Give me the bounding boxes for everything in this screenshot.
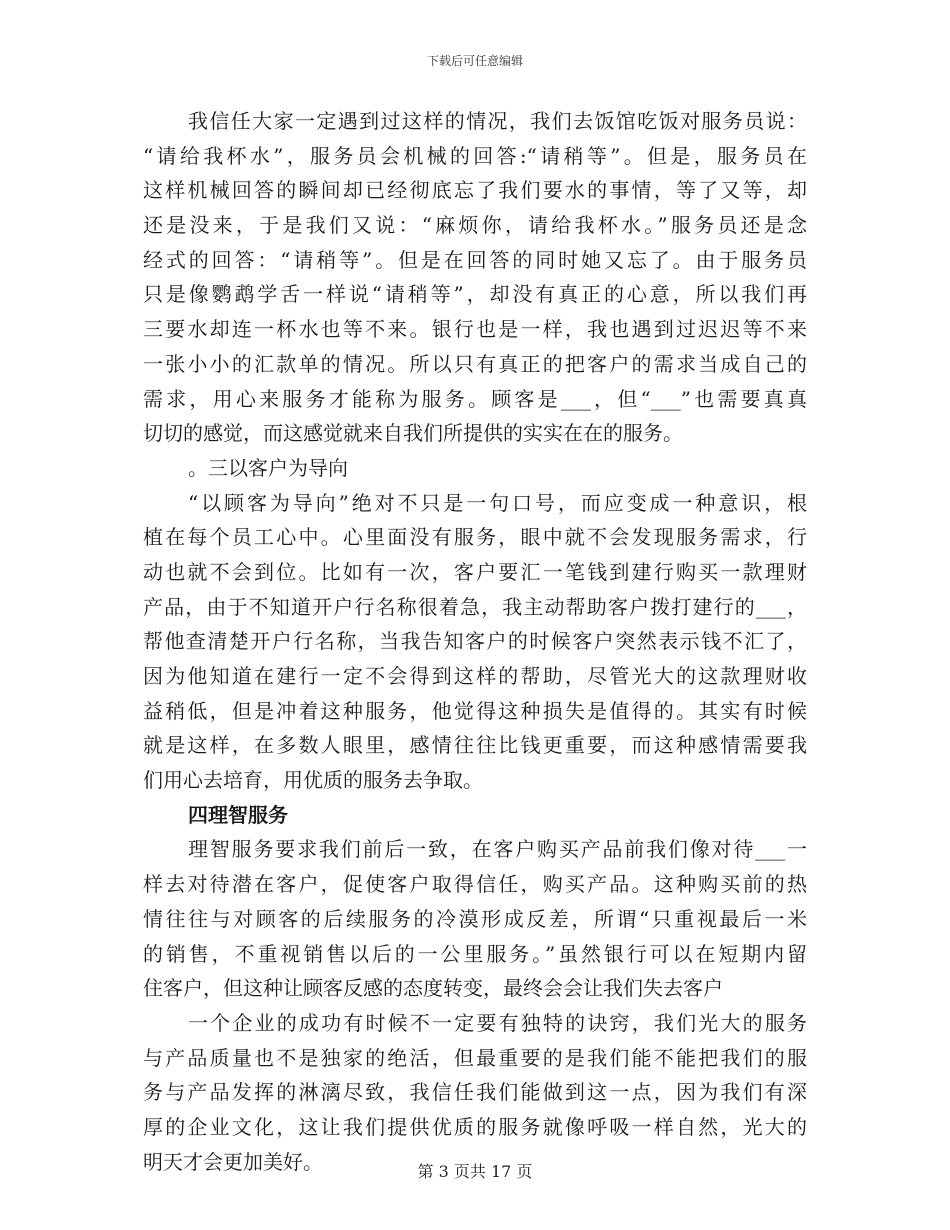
text-line: 理智服务要求我们前后一致，在客户购买产品前我们像对待___一	[188, 837, 807, 862]
text-line: 明天才会更加美好。	[143, 1149, 323, 1174]
text-line: 的销售，不重视销售以后的一公里服务。”虽然银行可以在短期内留	[143, 941, 807, 966]
text-line: 。三以客户为导向	[188, 455, 348, 480]
text-line: 动也就不会到位。比如有一次，客户要汇一笔钱到建行购买一款理财	[143, 559, 807, 584]
text-line: 情往往与对顾客的后续服务的冷漠形成反差，所谓“只重视最后一米	[143, 906, 807, 931]
text-line: “请给我杯水”，服务员会机械的回答:“请稍等”。但是，服务员在	[143, 143, 807, 168]
text-line: 一张小小的汇款单的情况。所以只有真正的把客户的需求当成自己的	[143, 351, 807, 376]
text-line: 这样机械回答的瞬间却已经彻底忘了我们要水的事情，等了又等，却	[143, 178, 807, 203]
text-line: 我信任大家一定遇到过这样的情况，我们去饭馆吃饭对服务员说：	[188, 109, 807, 133]
text-line: 益稍低，但是冲着这种服务，他觉得这种损失是值得的。其实有时候	[143, 698, 807, 723]
text-line: 就是这样，在多数人眼里，感情往往比钱更重要，而这种感情需要我	[143, 733, 807, 758]
text-line: 三要水却连一杯水也等不来。银行也是一样，我也遇到过迟迟等不来	[143, 317, 807, 342]
text-line: 样去对待潜在客户，促使客户取得信任，购买产品。这种购买前的热	[143, 872, 807, 897]
text-line: 切切的感觉，而这感觉就来自我们所提供的实实在在的服务。	[143, 421, 683, 446]
text-line: 们用心去培育，用优质的服务去争取。	[143, 768, 483, 793]
text-line: 与产品质量也不是独家的绝活，但最重要的是我们能不能把我们的服	[143, 1045, 807, 1070]
text-line: 需求，用心来服务才能称为服务。顾客是___，但“___”也需要真真	[143, 386, 807, 411]
text-line: 务与产品发挥的淋漓尽致，我信任我们能做到这一点，因为我们有深	[143, 1080, 807, 1105]
page-number: 第 3 页共 17 页	[417, 1162, 533, 1181]
text-line: 植在每个员工心中。心里面没有服务，眼中就不会发现服务需求，行	[143, 525, 807, 550]
page-header-note: 下载后可任意编辑	[426, 54, 523, 68]
text-line: 一个企业的成功有时候不一定要有独特的诀窍，我们光大的服务	[188, 1010, 807, 1035]
text-line: 经式的回答：“请稍等”。但是在回答的同时她又忘了。由于服务员	[143, 247, 807, 272]
text-line: 只是像鹦鹉学舌一样说“请稍等”，却没有真正的心意，所以我们再	[143, 282, 807, 307]
text-line: 还是没来，于是我们又说：“麻烦你，请给我杯水。”服务员还是念	[143, 213, 807, 238]
section-heading: 四理智服务	[188, 802, 288, 827]
text-line: 住客户，但这种让顾客反感的态度转变，最终会会让我们失去客户	[143, 976, 723, 1001]
text-line: 产品，由于不知道开户行名称很着急，我主动帮助客户拨打建行的___，	[143, 594, 807, 619]
text-line: 厚的企业文化，这让我们提供优质的服务就像呼吸一样自然，光大的	[143, 1114, 807, 1139]
text-line: 因为他知道在建行一定不会得到这样的帮助，尽管光大的这款理财收	[143, 664, 807, 688]
text-line: “以顾客为导向”绝对不只是一句口号，而应变成一种意识，根	[188, 490, 807, 515]
text-line: 帮他查清楚开户行名称，当我告知客户的时候客户突然表示钱不汇了，	[143, 629, 807, 654]
document-body	[143, 104, 807, 1179]
